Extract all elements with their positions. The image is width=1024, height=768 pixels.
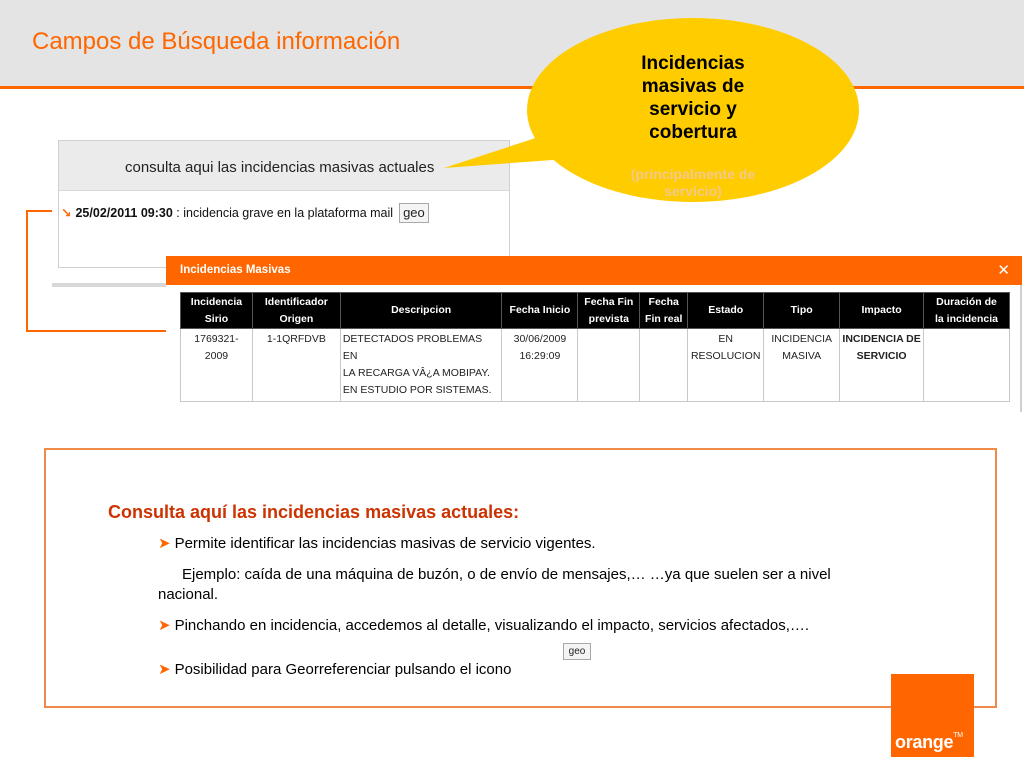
orange-arrow-icon: ↘	[61, 206, 72, 220]
chevron-right-icon: ➤	[158, 661, 171, 678]
panel-title: Incidencias Masivas	[180, 264, 291, 276]
column-header-duracion[interactable]: Duración de la incidencia	[924, 293, 1010, 329]
description-heading: Consulta aquí las incidencias masivas actuales:	[108, 502, 520, 522]
cell-descripcion: DETECTADOS PROBLEMAS EN LA RECARGA VÂ¿A MOBIPAY. EN ESTUDIO POR SISTEMAS.	[340, 329, 502, 402]
cell-identificador: 1-1QRFDVB	[252, 329, 340, 402]
bullet-permite: ➤ Permite identificar las incidencias masivas de servicio vigentes.	[158, 535, 596, 552]
cell-fecha-inicio: 30/06/2009 16:29:09	[502, 329, 578, 402]
slide-title: Campos de Búsqueda información	[32, 28, 401, 55]
bullet-georreferenciar: ➤ Posibilidad para Georreferenciar pulsando el icono	[158, 661, 512, 678]
orange-logo	[891, 674, 974, 757]
column-header-impacto[interactable]: Impacto	[840, 293, 924, 329]
consulta-link[interactable]: consulta aqui las incidencias masivas actuales	[125, 159, 435, 176]
column-header-fecha-fin-real[interactable]: Fecha Fin real	[640, 293, 688, 329]
incident-timestamp[interactable]: 25/02/2011 09:30	[75, 206, 173, 220]
geo-icon[interactable]: geo	[563, 643, 591, 660]
incident-text[interactable]: : incidencia grave en la plataforma mail	[172, 206, 394, 220]
column-header-estado[interactable]: Estado	[688, 293, 764, 329]
column-header-descripcion[interactable]: Descripcion	[340, 293, 502, 329]
bullet-pinchando: ➤ Pinchando en incidencia, accedemos al detalle, visualizando el impacto, servicios afectados,….	[158, 617, 810, 634]
column-header-incidencia[interactable]: Incidencia Sirio	[181, 293, 253, 329]
column-header-fecha-fin-prevista[interactable]: Fecha Fin prevista	[578, 293, 640, 329]
chevron-right-icon: ➤	[158, 535, 171, 552]
orange-logo-word: orange™	[895, 732, 963, 752]
ejemplo-text-continued: nacional.	[158, 586, 219, 603]
bubble-text: Incidencias masivas de servicio y cobertura	[641, 53, 745, 143]
cell-incidencia[interactable]: 1769321- 2009	[181, 329, 253, 402]
bubble-subtext: (principalmente de servicio)	[630, 166, 756, 199]
ejemplo-text: Ejemplo: caída de una máquina de buzón, o de envío de mensajes,… …ya que suelen ser a nivel	[182, 566, 831, 583]
close-icon[interactable]: ✕	[997, 262, 1010, 279]
geo-button[interactable]: geo	[399, 203, 429, 223]
cell-estado: EN RESOLUCION	[688, 329, 764, 402]
column-header-identificador[interactable]: Identificador Origen	[252, 293, 340, 329]
cell-tipo: INCIDENCIA MASIVA	[764, 329, 840, 402]
column-header-fecha-inicio[interactable]: Fecha Inicio	[502, 293, 578, 329]
column-header-tipo[interactable]: Tipo	[764, 293, 840, 329]
chevron-right-icon: ➤	[158, 617, 171, 634]
cell-impacto: INCIDENCIA DE SERVICIO	[840, 329, 924, 402]
